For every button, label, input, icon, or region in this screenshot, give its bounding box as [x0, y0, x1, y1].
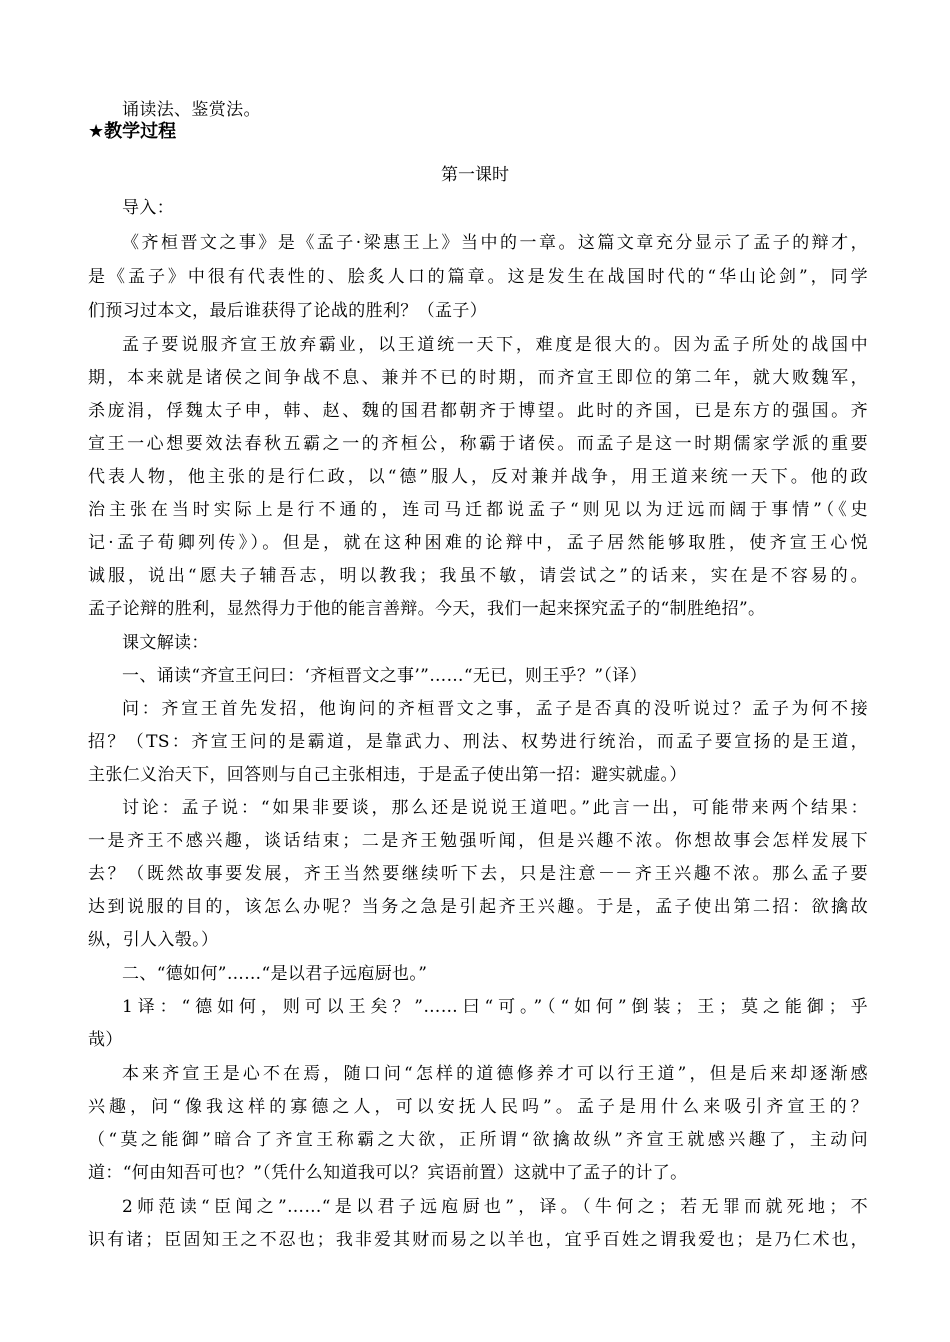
paragraph-line: 是《孟子》中很有代表性的、脍炙人口的篇章。这是发生在战国时代的“华山论剑”，同学	[88, 267, 868, 287]
paragraph-line: 治主张在当时实际上是行不通的，连司马迁都说孟子“则见以为迂远而阔于事情”（《史	[88, 500, 868, 520]
teaching-methods: 诵读法、鉴赏法。	[122, 100, 261, 120]
discussion-line: 讨论：孟子说：“如果非要谈，那么还是说说王道吧。”此言一出，可能带来两个结果：	[122, 798, 868, 818]
question-line: 主张仁义治天下，回答则与自己主张相违，于是孟子使出第一招：避实就虚。）	[88, 765, 687, 785]
paragraph-line: 期，本来就是诸侯之间争战不息、兼并不已的时期，而齐宣王即位的第二年，就大败魏军，	[88, 368, 868, 388]
question-line: 招？（TS：齐宣王问的是霸道，是靠武力、刑法、权势进行统治，而孟子要宣扬的是王道，	[88, 732, 868, 752]
section-heading: ★教学过程	[88, 121, 177, 142]
part-one-title: 一、诵读“齐宣王问曰：‘齐桓晋文之事’”……“无已，则王乎？”（译）	[122, 666, 647, 686]
paragraph-line: 孟子要说服齐宣王放弃霸业，以王道统一天下，难度是很大的。因为孟子所处的战国中	[122, 335, 868, 355]
paragraph-line: 杀庞涓，俘魏太子申，韩、赵、魏的国君都朝齐于博望。此时的齐国，已是东方的强国。齐	[88, 401, 868, 421]
discussion-line: 一是齐王不感兴趣，谈话结束；二是齐王勉强听闻，但是兴趣不浓。你想故事会怎样发展下	[88, 831, 868, 851]
question-line: 问：齐宣王首先发招，他询问的齐桓晋文之事，孟子是否真的没听说过？孟子为何不接	[122, 699, 868, 719]
paragraph-line: 记·孟子荀卿列传》）。但是，就在这种困难的论辩中，孟子居然能够取胜，使齐宣王心悦	[88, 533, 868, 553]
paragraph-line: 代表人物，他主张的是行仁政，以“德”服人，反对兼并战争，用王道来统一天下。他的政	[88, 467, 868, 487]
item-one-line: 1译：“德如何，则可以王矣？”……曰“可。”（“如何”倒装；王；莫之能御；乎	[122, 997, 868, 1017]
paragraph-line: 诚服，说出“愿夫子辅吾志，明以教我；我虽不敏，请尝试之”的话来，实在是不容易的。	[88, 566, 868, 586]
item-two-line: 识有诸；臣固知王之不忍也；我非爱其财而易之以羊也，宜乎百姓之谓我爱也；是乃仁术也，	[88, 1230, 868, 1250]
discussion-line: 达到说服的目的，该怎么办呢？当务之急是引起齐王兴趣。于是，孟子使出第二招：欲擒故	[88, 897, 868, 917]
text-reading-label: 课文解读：	[122, 633, 209, 653]
paragraph-line: 兴趣，问“像我这样的寡德之人，可以安抚人民吗”。孟子是用什么来吸引齐宣王的？	[88, 1097, 868, 1117]
discussion-line: 去？（既然故事要发展，齐王当然要继续听下去，只是注意－－齐王兴趣不浓。那么孟子要	[88, 864, 868, 884]
item-two-line: 2师范读“臣闻之”……“是以君子远庖厨也”，译。（牛何之；若无罪而就死地；不	[122, 1197, 868, 1217]
paragraph-line: （“莫之能御”暗合了齐宣王称霸之大欲，正所谓“欲擒故纵”齐宣王就感兴趣了，主动问	[88, 1130, 868, 1150]
discussion-line: 纵，引人入彀。）	[88, 930, 219, 950]
intro-label: 导入：	[122, 198, 175, 218]
item-one-line: 哉）	[88, 1030, 123, 1050]
paragraph-line: 宣王一心想要效法春秋五霸之一的齐桓公，称霸于诸侯。而孟子是这一时期儒家学派的重要	[88, 434, 868, 454]
paragraph-line: 们预习过本文，最后谁获得了论战的胜利？（孟子）	[88, 301, 488, 321]
paragraph-line: 《齐桓晋文之事》是《孟子·梁惠王上》当中的一章。这篇文章充分显示了孟子的辩才，	[122, 233, 868, 253]
paragraph-line: 本来齐宣王是心不在焉，随口问“怎样的道德修养才可以行王道”，但是后来却逐渐感	[122, 1064, 868, 1084]
paragraph-line: 道：“何由知吾可也？”（凭什么知道我可以？宾语前置）这就中了孟子的计了。	[88, 1163, 688, 1183]
part-two-title: 二、“德如何”……“是以君子远庖厨也。”	[122, 964, 428, 984]
paragraph-line: 孟子论辩的胜利，显然得力于他的能言善辩。今天，我们一起来探究孟子的“制胜绝招”。	[88, 599, 766, 619]
lesson-title: 第一课时	[441, 165, 509, 185]
